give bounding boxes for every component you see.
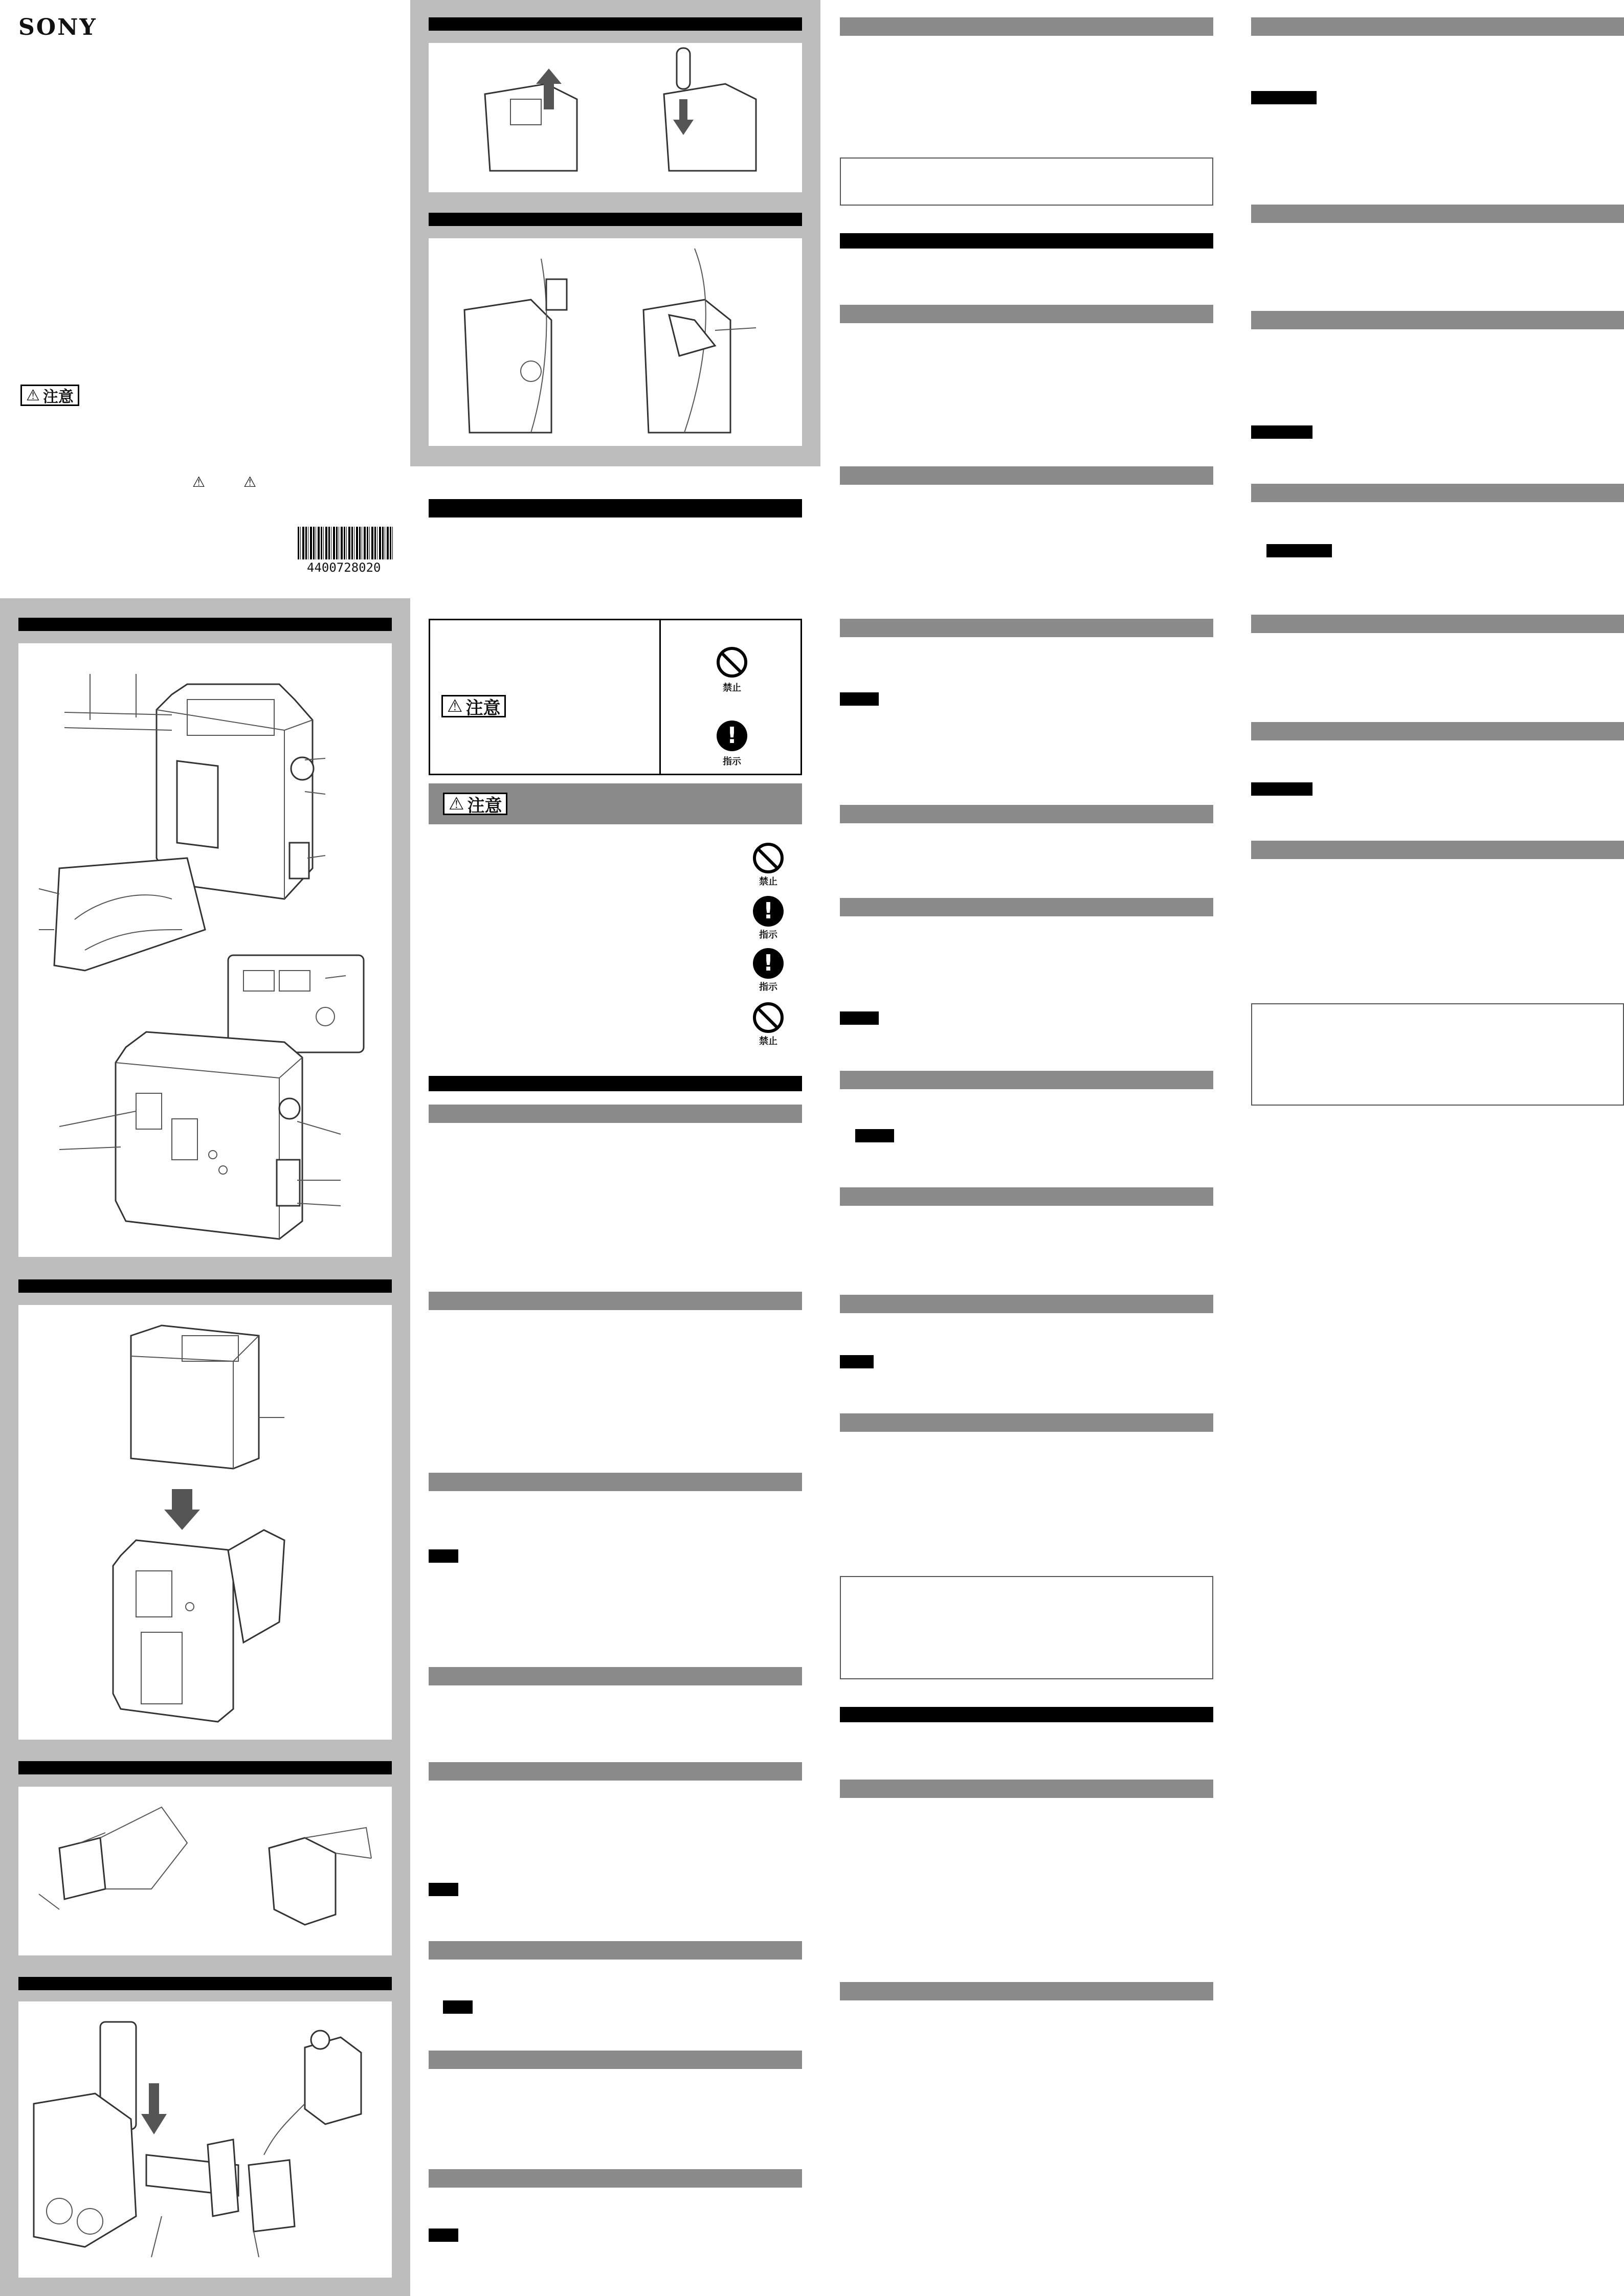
terminal-cover-panel — [429, 43, 802, 192]
warning-triangle-icon: ⚠ — [243, 474, 257, 490]
section-heading-bar — [840, 1707, 1213, 1722]
battery-insertion-illustration — [18, 1305, 392, 1740]
section-heading-bar — [429, 17, 802, 31]
subheading-bar — [840, 305, 1213, 323]
strap-attach-panel — [429, 238, 802, 446]
section-heading-bar — [18, 1761, 392, 1774]
subheading-bar — [840, 466, 1213, 485]
strap-attach-illustration — [429, 238, 802, 446]
note-box — [840, 157, 1213, 206]
subheading-bar — [840, 805, 1213, 823]
subheading-bar — [1251, 484, 1624, 502]
warning-triangle-icon: ⚠ — [26, 386, 40, 404]
note-tag — [840, 1011, 879, 1025]
instruct-label: 指示 — [723, 756, 741, 767]
subheading-bar — [1251, 311, 1624, 329]
prohibit-label: 禁止 — [759, 1036, 777, 1047]
subheading-bar — [840, 1780, 1213, 1798]
prohibit-icon — [717, 647, 747, 678]
warning-triangle-icon: ⚠ — [449, 794, 464, 814]
safety-symbol-box — [429, 619, 802, 775]
subheading-bar — [429, 1941, 802, 1960]
section-heading-bar — [429, 499, 802, 517]
instruct-label: 指示 — [759, 982, 777, 993]
instruct-label: 指示 — [759, 930, 777, 940]
section-heading-bar — [429, 1076, 802, 1091]
prohibit-label: 禁止 — [723, 683, 741, 693]
subheading-bar — [429, 1292, 802, 1310]
subheading-bar — [840, 1295, 1213, 1313]
note-tag — [840, 1355, 874, 1368]
insertion-diagram-panel — [18, 1305, 392, 1740]
barcode-number: 4400728020 — [307, 560, 381, 575]
subheading-bar — [429, 1473, 802, 1491]
subheading-bar — [840, 1187, 1213, 1206]
section-heading-bar — [18, 618, 392, 631]
note-tag — [840, 692, 879, 706]
subheading-bar — [1251, 615, 1624, 633]
note-tag — [1266, 544, 1332, 557]
camera-mount-panel — [18, 2001, 392, 2278]
note-box — [840, 1576, 1213, 1679]
case-parts-illustration — [18, 643, 392, 1257]
caution-section-header: ⚠ 注意 — [429, 783, 802, 824]
subheading-bar — [429, 1667, 802, 1685]
warning-triangle-icon: ⚠ — [192, 474, 206, 490]
note-box — [1251, 1003, 1624, 1106]
camera-mount-illustration — [18, 2001, 392, 2278]
strap-diagram-panel — [18, 1787, 392, 1955]
instruct-icon: ! — [717, 721, 747, 751]
prohibit-icon — [753, 843, 784, 873]
subheading-bar — [840, 898, 1213, 916]
caution-badge: ⚠ 注意 — [441, 695, 506, 717]
instruct-icon: ! — [753, 948, 784, 979]
prohibit-icon — [753, 1002, 784, 1033]
subheading-bar — [429, 1762, 802, 1781]
strap-illustration — [18, 1787, 392, 1955]
subheading-bar — [1251, 841, 1624, 859]
instruct-icon: ! — [753, 896, 784, 927]
section-heading-bar — [18, 1279, 392, 1293]
note-tag — [1251, 782, 1312, 796]
section-heading-bar — [429, 213, 802, 226]
warning-triangle-icon: ⚠ — [447, 696, 463, 716]
barcode — [298, 527, 393, 559]
subheading-bar — [429, 2051, 802, 2069]
caution-label-top: ⚠ 注意 — [20, 385, 79, 406]
note-tag — [443, 2000, 473, 2014]
subheading-bar — [1251, 205, 1624, 223]
note-tag — [429, 2229, 458, 2242]
subheading-bar — [840, 619, 1213, 637]
note-tag — [855, 1129, 894, 1142]
note-tag — [1251, 91, 1317, 104]
subheading-bar — [1251, 17, 1624, 36]
note-tag — [429, 1883, 458, 1896]
subheading-bar — [1251, 722, 1624, 740]
subheading-bar — [840, 1413, 1213, 1432]
subheading-bar — [840, 17, 1213, 36]
prohibit-label: 禁止 — [759, 876, 777, 887]
subheading-bar — [429, 2169, 802, 2188]
terminal-cover-illustration — [429, 43, 802, 192]
subheading-bar — [840, 1071, 1213, 1089]
section-heading-bar — [840, 233, 1213, 249]
section-heading-bar — [18, 1977, 392, 1990]
note-tag — [429, 1549, 458, 1563]
parts-diagram-panel — [18, 643, 392, 1257]
subheading-bar — [840, 1982, 1213, 2000]
subheading-bar — [429, 1105, 802, 1123]
sony-logo: SONY — [18, 14, 97, 40]
note-tag — [1251, 425, 1312, 439]
